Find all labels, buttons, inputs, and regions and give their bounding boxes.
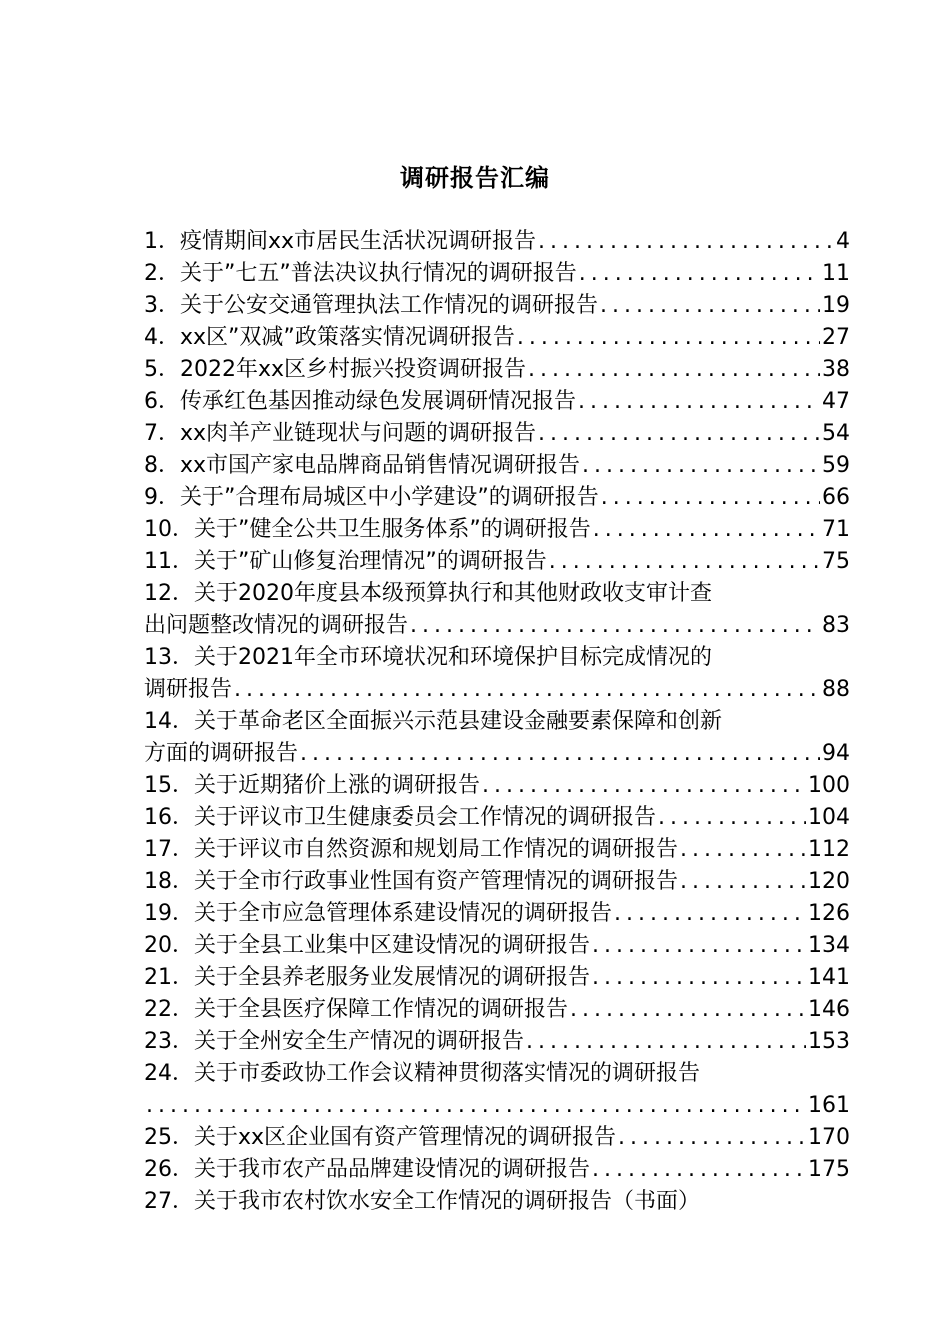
- toc-entry-title: 22．关于全县医疗保障工作情况的调研报告: [144, 997, 568, 1022]
- toc-entry-page: 47: [822, 389, 850, 414]
- toc-entry-title: 7．xx肉羊产业链现状与问题的调研报告: [144, 421, 537, 446]
- toc-entry-page: 153: [808, 1029, 850, 1054]
- toc-leader-dots: [590, 1154, 806, 1186]
- toc-entry: [144, 1026, 850, 1058]
- toc-entry-page: 71: [822, 517, 850, 542]
- toc-entry-page: 88: [822, 677, 850, 702]
- toc-leader-dots: [547, 546, 820, 578]
- toc-entry-title: 16．关于评议市卫生健康委员会工作情况的调研报告: [144, 805, 656, 830]
- toc-entry: [144, 258, 850, 290]
- toc-entry-page: 54: [822, 421, 850, 446]
- toc-leader-dots: [591, 514, 820, 546]
- toc-entry: [144, 930, 850, 962]
- table-of-contents: [144, 226, 850, 1218]
- toc-entry: [144, 578, 850, 642]
- toc-entry-page: 120: [808, 869, 850, 894]
- toc-entry-page: 134: [808, 933, 850, 958]
- toc-entry-title: 21．关于全县养老服务业发展情况的调研报告: [144, 965, 590, 990]
- toc-entry: [144, 994, 850, 1026]
- toc-leader-dots: [298, 738, 820, 770]
- toc-entry-title: 19．关于全市应急管理体系建设情况的调研报告: [144, 901, 612, 926]
- toc-leader-dots: [480, 770, 806, 802]
- document-title: 调研报告汇编: [400, 164, 550, 192]
- toc-entry-title: 15．关于近期猪价上涨的调研报告: [144, 773, 480, 798]
- toc-entry: [144, 514, 850, 546]
- toc-entry-title: 23．关于全州安全生产情况的调研报告: [144, 1029, 524, 1054]
- toc-entry-title-continued: 方面的调研报告: [144, 741, 299, 766]
- toc-entry-title: 4．xx区”双减”政策落实情况调研报告: [144, 325, 515, 350]
- toc-entry-page: 175: [808, 1157, 850, 1182]
- toc-entry-page: 141: [808, 965, 850, 990]
- toc-entry-page: 83: [822, 613, 850, 638]
- toc-entry-page: 66: [822, 485, 850, 510]
- toc-entry-title: 10．关于”健全公共卫生服务体系”的调研报告: [144, 517, 591, 542]
- toc-entry: [144, 482, 850, 514]
- toc-entry: [144, 226, 850, 258]
- toc-entry-title-continued: 调研报告: [144, 677, 233, 702]
- toc-leader-dots: [598, 290, 820, 322]
- toc-entry-title: 17．关于评议市自然资源和规划局工作情况的调研报告: [144, 837, 678, 862]
- toc-entry: [144, 450, 850, 482]
- toc-entry-title: 18．关于全市行政事业性国有资产管理情况的调研报告: [144, 869, 678, 894]
- toc-entry-title: 25．关于xx区企业国有资产管理情况的调研报告: [144, 1125, 617, 1150]
- toc-leader-dots: [515, 322, 820, 354]
- toc-entry: [144, 962, 850, 994]
- toc-entry-page: 104: [808, 805, 850, 830]
- toc-entry: [144, 770, 850, 802]
- toc-entry: [144, 418, 850, 450]
- toc-entry-page: 11: [822, 261, 850, 286]
- toc-entry: [144, 322, 850, 354]
- toc-entry-title: 11．关于”矿山修复治理情况”的调研报告: [144, 549, 547, 574]
- toc-entry: [144, 642, 850, 706]
- toc-entry: [144, 290, 850, 322]
- toc-leader-dots: [590, 962, 806, 994]
- toc-entry-title: 26．关于我市农产品品牌建设情况的调研报告: [144, 1157, 590, 1182]
- toc-leader-dots: [144, 1090, 806, 1122]
- toc-entry-title-continued: 出问题整改情况的调研报告: [144, 613, 409, 638]
- toc-entry-title: 27．关于我市农村饮水安全工作情况的调研报告（书面）: [144, 1189, 700, 1214]
- toc-leader-dots: [536, 418, 820, 450]
- toc-entry-page: 170: [808, 1125, 850, 1150]
- toc-leader-dots: [678, 866, 806, 898]
- toc-leader-dots: [612, 898, 806, 930]
- toc-entry-title: 20．关于全县工业集中区建设情况的调研报告: [144, 933, 590, 958]
- toc-entry: [144, 386, 850, 418]
- toc-entry-page: 94: [822, 741, 850, 766]
- toc-entry-title: 14．关于革命老区全面振兴示范县建设金融要素保障和创新: [144, 709, 722, 734]
- toc-leader-dots: [568, 994, 806, 1026]
- toc-leader-dots: [616, 1122, 806, 1154]
- toc-entry: [144, 1186, 850, 1218]
- toc-entry-title: 13．关于2021年全市环境状况和环境保护目标完成情况的: [144, 645, 712, 670]
- toc-entry-page: 126: [808, 901, 850, 926]
- toc-entry: [144, 802, 850, 834]
- toc-entry-title: 3．关于公安交通管理执法工作情况的调研报告: [144, 293, 598, 318]
- toc-entry-title: 8．xx市国产家电品牌商品销售情况调研报告: [144, 453, 581, 478]
- toc-entry: [144, 1154, 850, 1186]
- toc-entry-page: 75: [822, 549, 850, 574]
- toc-entry: [144, 706, 850, 770]
- toc-entry-page: 59: [822, 453, 850, 478]
- toc-entry-page: 19: [822, 293, 850, 318]
- toc-entry-page: 38: [822, 357, 850, 382]
- toc-leader-dots: [599, 482, 820, 514]
- toc-entry-title: 24．关于市委政协工作会议精神贯彻落实情况的调研报告: [144, 1061, 700, 1086]
- toc-entry: [144, 866, 850, 898]
- toc-entry: [144, 1122, 850, 1154]
- toc-entry: [144, 546, 850, 578]
- toc-leader-dots: [656, 802, 806, 834]
- toc-leader-dots: [576, 386, 820, 418]
- toc-entry: [144, 834, 850, 866]
- toc-leader-dots: [590, 930, 806, 962]
- toc-leader-dots: [678, 834, 806, 866]
- toc-entry-page: 112: [808, 837, 850, 862]
- toc-entry-title: 5．2022年xx区乡村振兴投资调研报告: [144, 357, 527, 382]
- toc-entry-title: 9．关于”合理布局城区中小学建设”的调研报告: [144, 485, 599, 510]
- toc-entry-page: 27: [822, 325, 850, 350]
- toc-entry-page: 4: [836, 229, 850, 254]
- toc-leader-dots: [526, 354, 820, 386]
- toc-entry: [144, 898, 850, 930]
- toc-entry: [144, 1058, 850, 1122]
- toc-leader-dots: [536, 226, 834, 258]
- toc-entry-title: 6．传承红色基因推动绿色发展调研情况报告: [144, 389, 576, 414]
- toc-leader-dots: [408, 610, 820, 642]
- toc-leader-dots: [524, 1026, 806, 1058]
- toc-leader-dots: [580, 450, 820, 482]
- toc-entry-title: 12．关于2020年度县本级预算执行和其他财政收支审计查: [144, 581, 712, 606]
- toc-entry: [144, 354, 850, 386]
- toc-leader-dots: [232, 674, 820, 706]
- toc-entry-title: 2．关于”七五”普法决议执行情况的调研报告: [144, 261, 577, 286]
- toc-entry-title: 1．疫情期间xx市居民生活状况调研报告: [144, 229, 537, 254]
- toc-entry-page: 161: [808, 1093, 850, 1118]
- toc-leader-dots: [577, 258, 820, 290]
- toc-entry-page: 146: [808, 997, 850, 1022]
- toc-entry-page: 100: [808, 773, 850, 798]
